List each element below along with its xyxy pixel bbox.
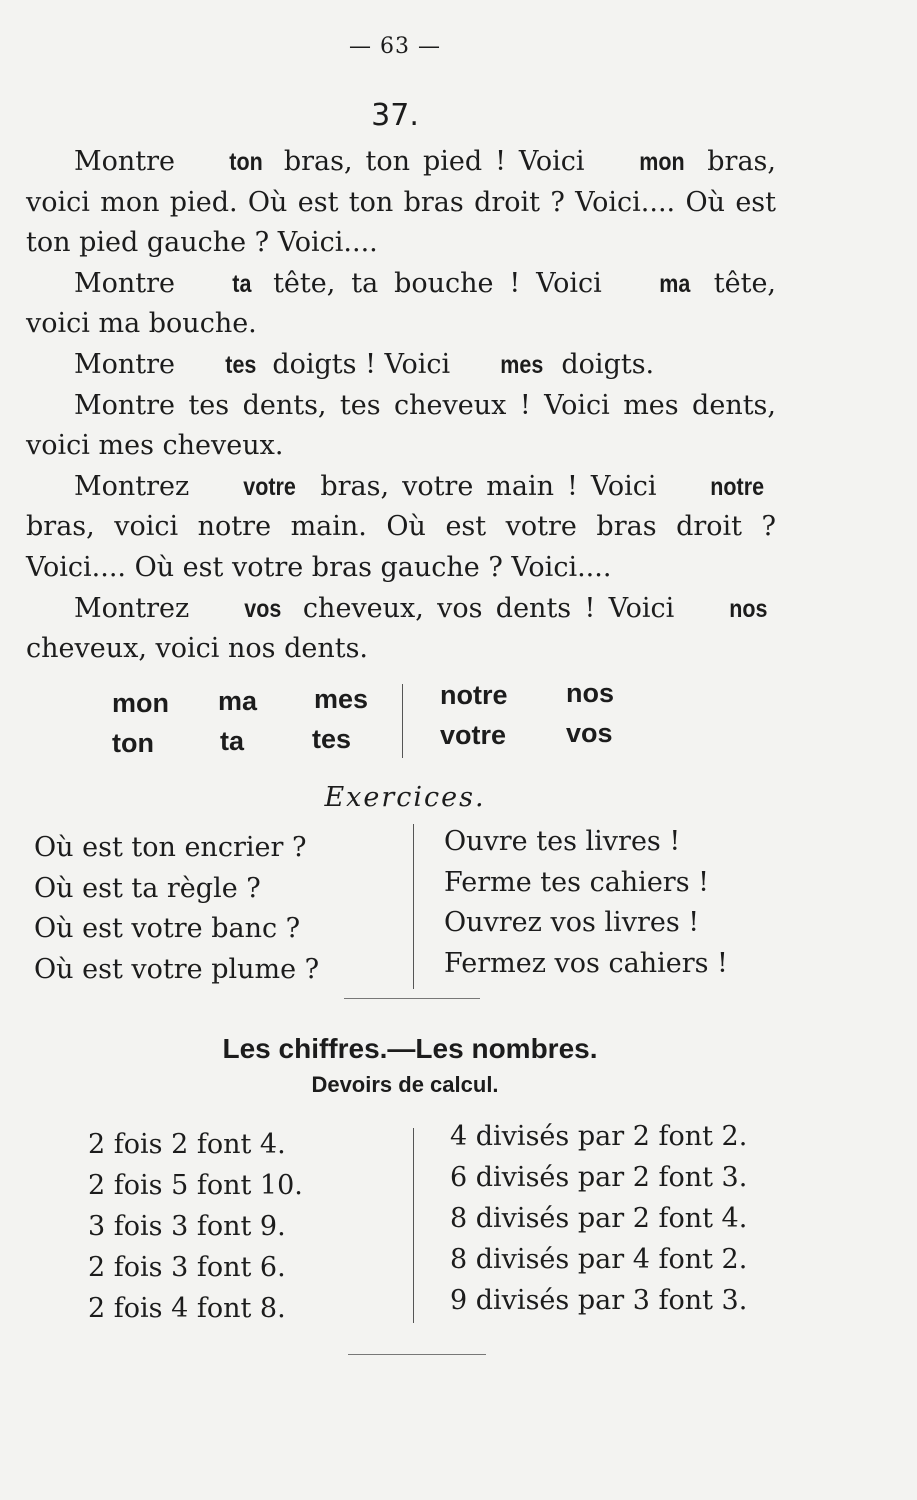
possessive-ton: ton: [112, 728, 154, 758]
possessive-divider: [402, 684, 403, 758]
text-run: doigts.: [552, 348, 655, 380]
lesson-paragraph: [26, 142, 776, 264]
exercise-item: Ouvre tes livres !: [444, 826, 681, 857]
text-run: bras, voici mon pied. Où est ton bras droit ? Voici.... Où est ton pied gauche ? Voici....: [26, 146, 776, 259]
lesson-paragraph: [26, 386, 776, 467]
lesson-number: 37.: [371, 98, 419, 133]
text-run: Montre: [74, 267, 191, 299]
text-run: bras, ton pied ! Voici: [270, 146, 598, 177]
multiplication-item: 2 fois 2 font 4.: [88, 1129, 286, 1160]
lesson-paragraph: [26, 467, 776, 589]
exercise-item: Fermez vos cahiers !: [444, 947, 728, 979]
lesson-text: [26, 142, 776, 670]
multiplication-item: 2 fois 3 font 6.: [88, 1252, 286, 1283]
multiplication-column: [88, 1124, 303, 1329]
lesson-paragraph: [26, 589, 776, 670]
exercises-right-column: [444, 822, 728, 984]
exercises-left-column: [34, 828, 319, 990]
exercises-divider: [413, 824, 414, 989]
keyword: notre: [710, 472, 765, 501]
text-run: tête, ta bouche ! Voici: [257, 267, 618, 299]
multiplication-item: 2 fois 5 font 10.: [88, 1170, 303, 1201]
numbers-heading: Les chiffres.—Les nombres.: [222, 1033, 598, 1064]
section-rule: [344, 998, 480, 999]
possessive-notre: notre: [440, 680, 508, 710]
text-run: cheveux, voici nos dents.: [26, 633, 369, 665]
text-run: bras, votre main ! Voici: [307, 470, 670, 502]
exercise-item: Où est ton encrier ?: [34, 832, 307, 863]
division-column: [450, 1116, 747, 1321]
division-item: 6 divisés par 2 font 3.: [450, 1162, 748, 1193]
possessive-ta: ta: [220, 726, 245, 756]
text-run: cheveux, vos dents ! Voici: [289, 592, 688, 624]
division-item: 9 divisés par 3 font 3.: [450, 1285, 748, 1316]
keyword: nos: [728, 594, 768, 623]
multiplication-item: 2 fois 4 font 8.: [88, 1293, 286, 1324]
calc-heading: Devoirs de calcul.: [311, 1072, 499, 1097]
keyword: vos: [243, 594, 281, 623]
keyword: tes: [224, 350, 256, 379]
text-run: Montrez: [74, 470, 203, 502]
text-run: Montre: [74, 348, 184, 380]
keyword: mes: [500, 350, 544, 379]
text-run: Montre tes dents, tes cheveux ! Voici mes dents, voici mes cheveux.: [26, 389, 776, 462]
exercise-item: Ouvrez vos livres !: [444, 907, 700, 938]
calc-divider: [413, 1128, 414, 1323]
text-run: bras, voici notre main. Où est votre bras droit ? Voici.... Où est votre bras gauche ? Voici....: [26, 511, 776, 583]
possessive-votre: votre: [440, 720, 507, 750]
keyword: ma: [658, 269, 691, 298]
exercise-item: Ferme tes cahiers !: [444, 866, 709, 898]
possessive-nos: nos: [566, 678, 615, 708]
possessive-tes: tes: [312, 724, 352, 754]
keyword: ta: [232, 269, 252, 298]
possessive-mon: mon: [112, 688, 169, 718]
possessive-mes: mes: [314, 684, 369, 714]
multiplication-item: 3 fois 3 font 9.: [88, 1211, 286, 1242]
text-run: Montrez: [74, 592, 203, 624]
page-number: — 63 —: [349, 34, 441, 59]
lesson-paragraph: [26, 264, 776, 345]
division-item: 4 divisés par 2 font 2.: [450, 1121, 748, 1152]
keyword: ton: [229, 148, 263, 176]
exercises-title: Exercices.: [324, 782, 486, 813]
exercise-item: Où est votre plume ?: [34, 953, 320, 985]
text-run: Montre: [74, 146, 188, 177]
division-item: 8 divisés par 4 font 2.: [450, 1244, 748, 1275]
keyword: mon: [638, 148, 685, 176]
lesson-paragraph: [26, 345, 776, 386]
division-item: 8 divisés par 2 font 4.: [450, 1203, 748, 1234]
possessive-vos: vos: [566, 718, 613, 748]
bottom-rule: [348, 1354, 486, 1355]
keyword: votre: [243, 472, 297, 501]
possessive-ma: ma: [218, 686, 258, 716]
text-run: doigts ! Voici: [263, 348, 459, 380]
text-run: tête, voici ma bouche.: [26, 267, 777, 340]
exercise-item: Où est ta règle ?: [34, 872, 261, 904]
exercise-item: Où est votre banc ?: [34, 913, 301, 944]
